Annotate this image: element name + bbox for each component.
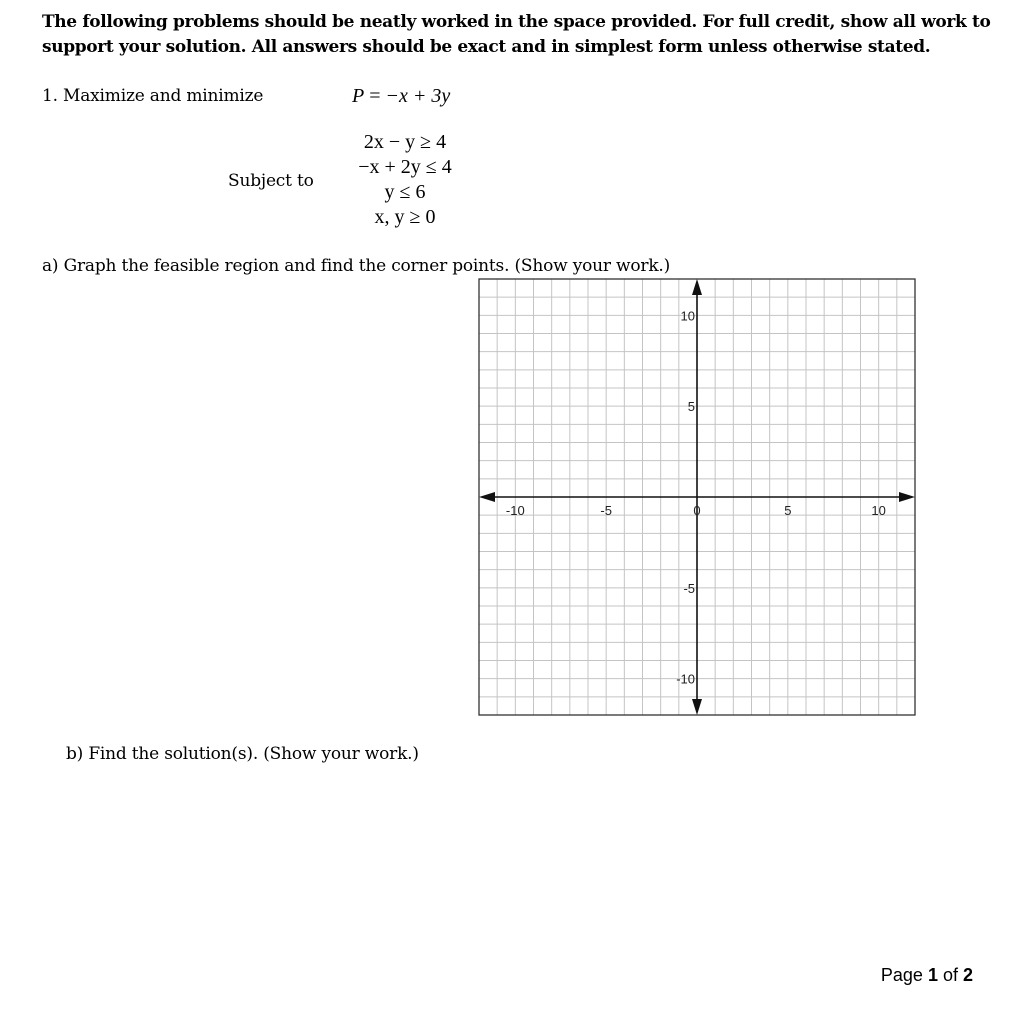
x-axis-arrow-right [899, 492, 915, 502]
page-total: 2 [962, 965, 973, 985]
page-prefix: Page [880, 965, 928, 985]
instructions [42, 10, 992, 60]
constraint-4: x, y ≥ 0 [374, 206, 436, 228]
problem-label: 1. Maximize and minimize [42, 86, 264, 106]
x-tick-label: 10 [871, 503, 886, 518]
constraint-2: −x + 2y ≤ 4 [358, 156, 452, 178]
page-current: 1 [927, 965, 938, 985]
objective-lhs: P [352, 85, 365, 107]
constraint-1: 2x − y ≥ 4 [363, 131, 447, 153]
y-tick-label: 5 [687, 399, 695, 415]
x-tick-label: -10 [505, 503, 525, 518]
objective-rhs: −x + 3y [385, 85, 451, 107]
y-axis-arrow-up [692, 279, 702, 295]
instructions-line-2: support your solution. All answers should be exact and in simplest form unless otherwise stated. [42, 37, 931, 57]
y-tick-label: -10 [676, 671, 695, 687]
objective-function: P = −x + 3y [352, 85, 451, 107]
part-b-prompt: b) Find the solution(s). (Show your work.) [66, 744, 419, 764]
y-tick-label: 10 [680, 308, 695, 324]
x-tick-label: -5 [600, 503, 612, 518]
x-axis-arrow-left [479, 492, 495, 502]
coordinate-grid[interactable] [478, 277, 916, 717]
instructions-line-1: The following problems should be neatly worked in the space provided. For full credit, show all work to [42, 12, 991, 32]
constraint-3: y ≤ 6 [384, 181, 426, 203]
x-tick-label: 0 [693, 503, 701, 518]
page-number [881, 965, 973, 986]
y-tick-label: -5 [683, 580, 695, 596]
part-a-prompt: a) Graph the feasible region and find the corner points. (Show your work.) [42, 256, 671, 276]
subject-to-label: Subject to [228, 171, 314, 191]
y-axis-arrow-down [692, 699, 702, 715]
page-middle: of [937, 965, 963, 985]
x-tick-label: 5 [784, 503, 792, 518]
